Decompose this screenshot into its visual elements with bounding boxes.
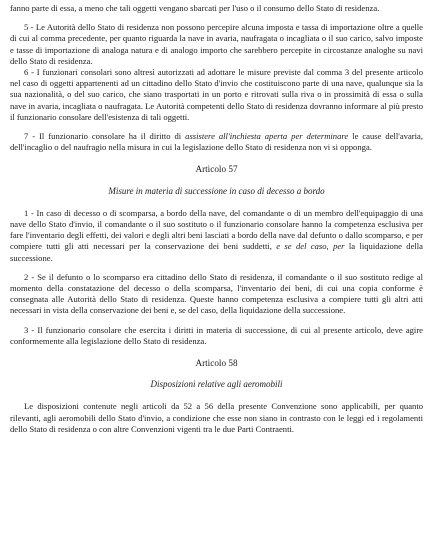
article-57-paragraph-3: 3 - Il funzionario consolare che esercita i diritti in materia di successione, di cui al presente articolo, deve agire conformemente alla legislazione dello Stato di residenza. (10, 324, 423, 346)
article-58-subtitle: Disposizioni relative agli aeromobili (150, 379, 283, 390)
paragraph-continuation: fanno parte di essa, a meno che tali oggetti vengano sbarcati per l'uso o il consumo dello Stato di residenza. (10, 3, 380, 13)
article-57-subtitle: Misure in materia di successione in caso di decesso a bordo (108, 185, 325, 196)
article-57-p1-italic: e se del caso, per (276, 241, 345, 252)
article-58-title: Articolo 58 (195, 358, 238, 369)
article-58-paragraph-1: Le disposizioni contenute negli articoli da 52 a 56 della presente Convenzione sono applicabili, per quanto rilevanti, agli aeromobili dello Stato d'invio, a condizione che esse non siano in contrasto con le leggi ed i regolamenti dello Stato di residenza o con altre Convenzioni vigenti tra le due Parti Contraenti. (10, 401, 423, 434)
paragraph-6: 6 - I funzionari consolari sono altresì autorizzati ad adottare le misure previste dal comma 3 del presente articolo nel caso di oggetti appartenenti ad un cittadino dello Stato d'invio che costituiscono parte di una nave, qualunque sia la sua nazionalità, o del suo carico, che siano trasportati in un porto e ritrovati sulla riva o in prossimità di essa o sulla nave in avaria, incagliata o naufragata. Le Autorità competenti dello Stato di residenza dovranno informare al più presto il funzionario consolare dell'esistenza di tali oggetti. (10, 67, 423, 122)
article-57-paragraph-1 (10, 208, 423, 264)
article-57-paragraph-2: 2 - Se il defunto o lo scomparso era cittadino dello Stato di residenza, il comandante o il suo sostituto redige al momento della constatazione del decesso o della scomparsa, l'inventario dei beni, di cui una copia conforme è consegnata alle Autorità dello Stato di residenza. Queste hanno competenza esclusiva a compiere tutti gli altri atti necessari in vista della conservazione dei beni e, se del caso, della liquidazione della successione. (10, 271, 423, 316)
article-57-title: Articolo 57 (195, 164, 238, 175)
article-57-p1-text-b: la liquidazione della successione. (10, 241, 423, 263)
article-57-p1-text-a: 1 - In caso di decesso o di scomparsa, a bordo della nave, del comandante o di un membro dell'equipaggio di una nave dello Stato d'invio, il comandante o il suo sostituto o il funzionario consolare hanno la competenza esclusiva per fare l'inventario degli effetti, dei valori e degli altri beni lasciati a bordo della nave dal defunto o dallo scomparso, e per compiere tutti gli atti necessari per la conservazione dei beni suddetti, (10, 207, 423, 252)
paragraph-7 (10, 131, 423, 153)
paragraph-7-text-a: 7 - Il funzionario consolare ha il diritto di (24, 131, 186, 142)
paragraph-7-italic: assistere all'inchiesta aperta per determinare (185, 131, 349, 142)
paragraph-7-text-b: le cause dell'avaria, dell'incaglio o del naufragio nella misura in cui la legislazione dello Stato di residenza non vi si opponga. (10, 131, 423, 153)
paragraph-5: 5 - Le Autorità dello Stato di residenza non possono percepire alcuna imposta e tassa di importazione oltre a quelle di cui al comma precedente, per quanto riguarda la nave in avaria, naufragata o incagliata o il suo carico, salvo imposte e tasse di importazione di analoga natura e di analogo importo che sarebbero percepite in circostanze analoghe su navi dello Stato di residenza. (10, 22, 423, 66)
